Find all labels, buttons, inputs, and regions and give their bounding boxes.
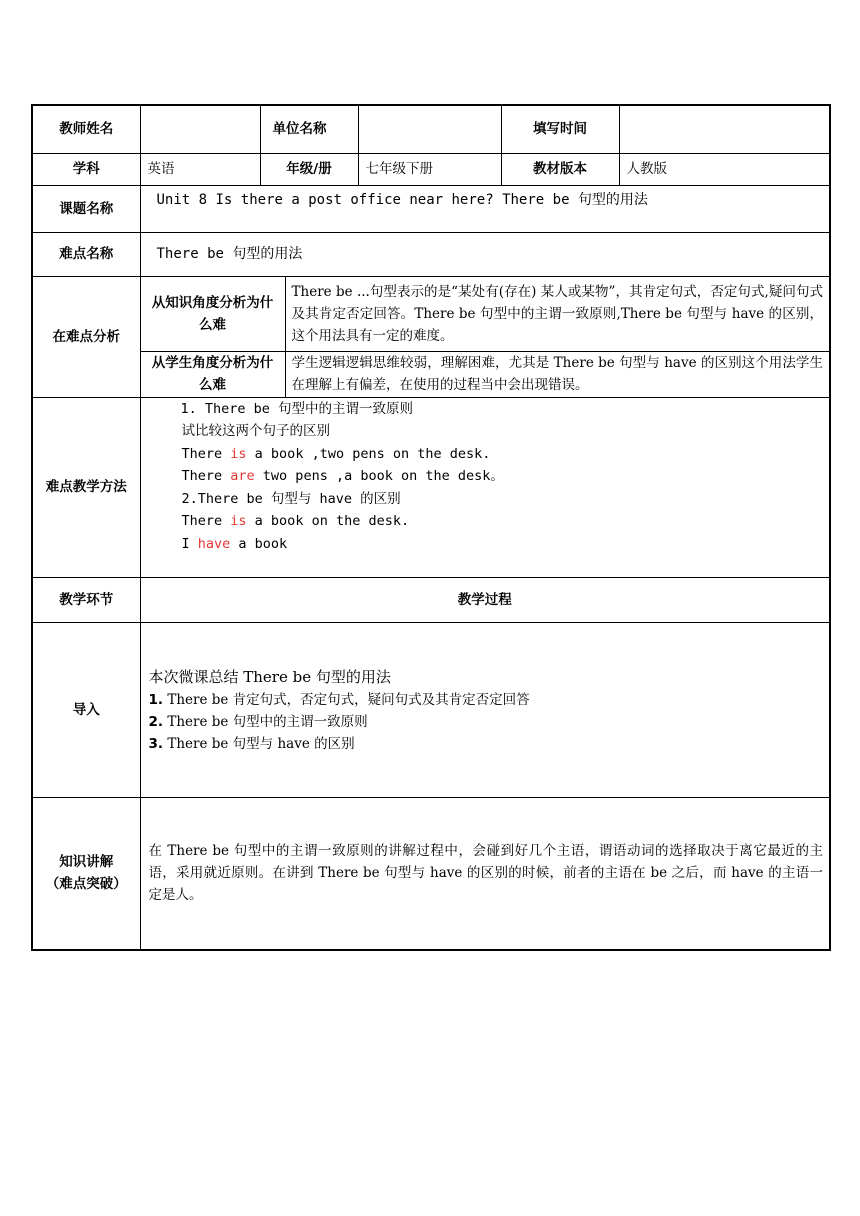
grade-label: 年级/册 — [260, 153, 358, 185]
method-line-5: 2.There be 句型与 have 的区别 — [181, 490, 401, 507]
knowledge-angle-label: 从知识角度分析为什么难 — [140, 276, 285, 351]
item-text: There be 句型中的主谓一致原则 — [167, 713, 368, 730]
highlight-verb: is — [230, 513, 247, 529]
fill-time-label: 填写时间 — [501, 105, 619, 153]
student-angle-label: 从学生角度分析为什么难 — [140, 351, 285, 397]
intro-heading: 本次微课总结 There be 句型的用法 — [148, 667, 391, 686]
method-line-1: 1. There be 句型中的主谓一致原则 — [180, 400, 414, 417]
edition-value: 人教版 — [619, 153, 830, 185]
highlight-verb: are — [230, 468, 255, 484]
method-row — [32, 397, 830, 577]
topic-value: Unit 8 Is there a post office near here? There be 句型的用法 — [140, 185, 830, 232]
item-text: There be 肯定句式，否定句式，疑问句式及其肯定否定回答 — [167, 691, 530, 708]
difficulty-label: 难点名称 — [32, 232, 140, 276]
method-label: 难点教学方法 — [32, 397, 140, 577]
explain-text: 在 There be 句型中的主谓一致原则的讲解过程中，会碰到好几个主语，谓语动词的选择取决于离它最近的主语，采用就近原则。在讲到 There be 句型与 have 的区别的时候，前者的主语在 be 之后，而 have 的主语一定是人。 — [140, 797, 830, 950]
process-header-row — [32, 577, 830, 622]
explain-label-line-2: （难点突破） — [45, 876, 127, 893]
method-text: There — [181, 468, 231, 484]
method-line-6 — [149, 510, 830, 533]
explain-label-line-1: 知识讲解 — [59, 854, 114, 871]
fill-time-value — [619, 105, 830, 153]
item-number: 1. — [148, 691, 164, 708]
intro-item-2 — [149, 711, 823, 733]
highlight-verb: is — [230, 445, 247, 462]
teacher-name-value — [140, 105, 260, 153]
knowledge-angle-text: There be ...句型表示的是“某处有(存在) 某人或某物”，其肯定句式，否定句式,疑问句式及其肯定否定回答。There be 句型中的主谓一致原则,There be 句型与 have 的区别，这个用法具有一定的难度。 — [285, 276, 830, 351]
topic-row — [32, 185, 830, 232]
method-text: a book — [230, 535, 288, 552]
method-text: There — [181, 445, 231, 462]
intro-item-1 — [149, 689, 823, 711]
student-angle-text: 学生逻辑逻辑思维较弱，理解困难，尤其是 There be 句型与 have 的区别这个用法学生在理解上有偏差，在使用的过程当中会出现错误。 — [285, 351, 830, 397]
method-content — [140, 397, 830, 577]
analysis-student-row — [32, 351, 830, 397]
explain-label — [32, 797, 140, 950]
intro-row — [32, 622, 830, 797]
method-line-7 — [149, 533, 830, 556]
method-line-4 — [149, 465, 830, 488]
process-label: 教学过程 — [140, 577, 830, 622]
intro-label: 导入 — [32, 622, 140, 797]
grade-value: 七年级下册 — [358, 153, 501, 185]
difficulty-value: There be 句型的用法 — [140, 232, 830, 276]
subject-label: 学科 — [32, 153, 140, 185]
stage-label: 教学环节 — [32, 577, 140, 622]
method-text: two pens ,a book on the desk。 — [254, 468, 504, 484]
method-text: a book on the desk. — [246, 513, 410, 529]
topic-label: 课题名称 — [32, 185, 140, 232]
item-number: 3. — [148, 735, 164, 752]
intro-item-3 — [149, 733, 823, 755]
method-text: a book ,two pens on the desk. — [246, 445, 491, 462]
header-row — [32, 105, 830, 153]
method-text: I — [181, 535, 198, 552]
teacher-name-label: 教师姓名 — [32, 105, 140, 153]
analysis-knowledge-row — [32, 276, 830, 351]
highlight-verb: have — [197, 535, 231, 552]
intro-content — [140, 622, 830, 797]
item-text: There be 句型与 have 的区别 — [167, 735, 355, 752]
method-line-3 — [149, 443, 830, 466]
difficulty-row — [32, 232, 830, 276]
subject-row — [32, 153, 830, 185]
method-text: There — [181, 513, 231, 529]
analysis-label: 在难点分析 — [32, 276, 140, 397]
subject-value: 英语 — [140, 153, 260, 185]
method-line-2: 试比较这两个句子的区别 — [181, 423, 330, 439]
explain-row — [32, 797, 830, 950]
item-number: 2. — [148, 713, 164, 730]
unit-name-label: 单位名称 — [260, 105, 358, 153]
lesson-plan-table — [31, 104, 831, 951]
unit-name-value — [358, 105, 501, 153]
edition-label: 教材版本 — [501, 153, 619, 185]
